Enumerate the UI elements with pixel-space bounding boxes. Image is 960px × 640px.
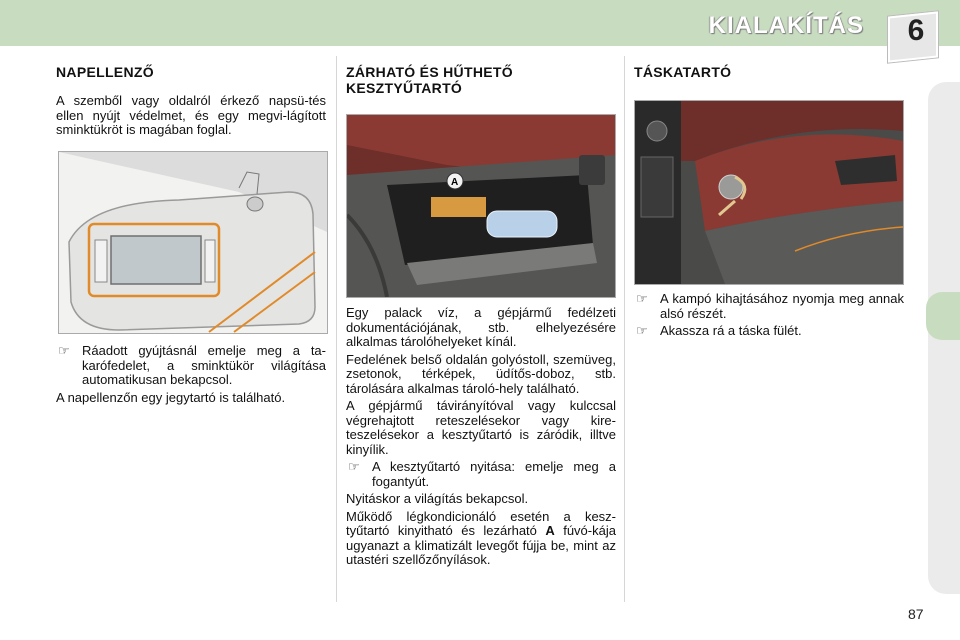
glovebox-image xyxy=(346,114,616,298)
side-index-tab-active[interactable] xyxy=(926,292,960,340)
bullet-hand-icon: ☞ xyxy=(58,343,70,358)
section-title: NAPELLENZŐ xyxy=(56,64,154,80)
list-item: ☞ A kampó kihajtásához nyomja meg annak alsó részét. xyxy=(636,291,904,321)
paragraph: Egy palack víz, a gépjármű fedélzeti dokumentációjának, stb. elhelyezésére alkalmas tárolóhelyeket kínál. xyxy=(346,305,616,349)
bag-hook-photo xyxy=(635,101,903,284)
paragraph: Nyitáskor a világítás bekapcsol. xyxy=(346,491,529,506)
glovebox-photo xyxy=(347,115,615,297)
paragraph: Fedelének belső oldalán golyóstoll, szemüveg, zsetonok, térképek, üdítős-doboz, stb. tárolására alkalmas tároló-hely található. xyxy=(346,351,616,396)
list-item: ☞ Ráadott gyújtásnál emelje meg a ta-karófedelet, a sminktükör világítása automatikusan bekapcsol. xyxy=(58,343,326,387)
callout-a-reference: A xyxy=(545,523,555,538)
section-taskatarto xyxy=(634,64,904,80)
callout-a-label: A xyxy=(451,177,459,188)
column-divider xyxy=(336,56,337,602)
paragraph: Működő légkondicionáló esetén a kesz-tyűtartó kinyitható és lezárható A fúvó-kája ugyanazt a klimatizált levegőt fújja be, mint az utastéri szellőzőnyílások. xyxy=(346,508,616,567)
bullet-hand-icon: ☞ xyxy=(636,323,648,338)
paragraph: A szemből vagy oldalról érkező napsü-tés ellen nyújt védelmet, és egy megvi-lágított sminktükröt is magában foglal. xyxy=(56,93,326,137)
list-item: ☞ Akassza rá a táska fülét. xyxy=(636,323,802,338)
section-napellenzo xyxy=(56,64,326,138)
page-number: 87 xyxy=(908,606,924,622)
section-title: ZÁRHATÓ ÉS HŰTHETŐ KESZTYŰTARTÓ xyxy=(346,64,513,96)
sun-visor-image xyxy=(58,151,328,334)
section-napellenzo-notes xyxy=(56,344,326,405)
bullet-hand-icon: ☞ xyxy=(636,291,648,306)
bag-hook-image xyxy=(634,100,904,285)
list-item: ☞ A kesztyűtartó nyitása: emelje meg a fogantyút. xyxy=(348,459,616,489)
paragraph: A napellenzőn egy jegytartó is található. xyxy=(56,389,286,405)
sun-visor-illustration xyxy=(59,152,327,333)
section-title: TÁSKATARTÓ xyxy=(634,64,732,80)
bullet-hand-icon: ☞ xyxy=(348,459,360,474)
paragraph: A gépjármű távirányítóval vagy kulccsal végrehajtott reteszelésekor vagy kire-teszelésekor a kesztyűtartó is záródik, illtve kinyílik. xyxy=(346,398,616,457)
column-divider xyxy=(624,56,625,602)
section-kesztyutarto xyxy=(346,64,616,96)
section-taskatarto-text xyxy=(634,292,904,339)
chapter-title: KIALAKÍTÁS xyxy=(708,12,864,39)
section-kesztyutarto-text xyxy=(346,306,616,568)
chapter-number: 6 xyxy=(907,14,925,47)
